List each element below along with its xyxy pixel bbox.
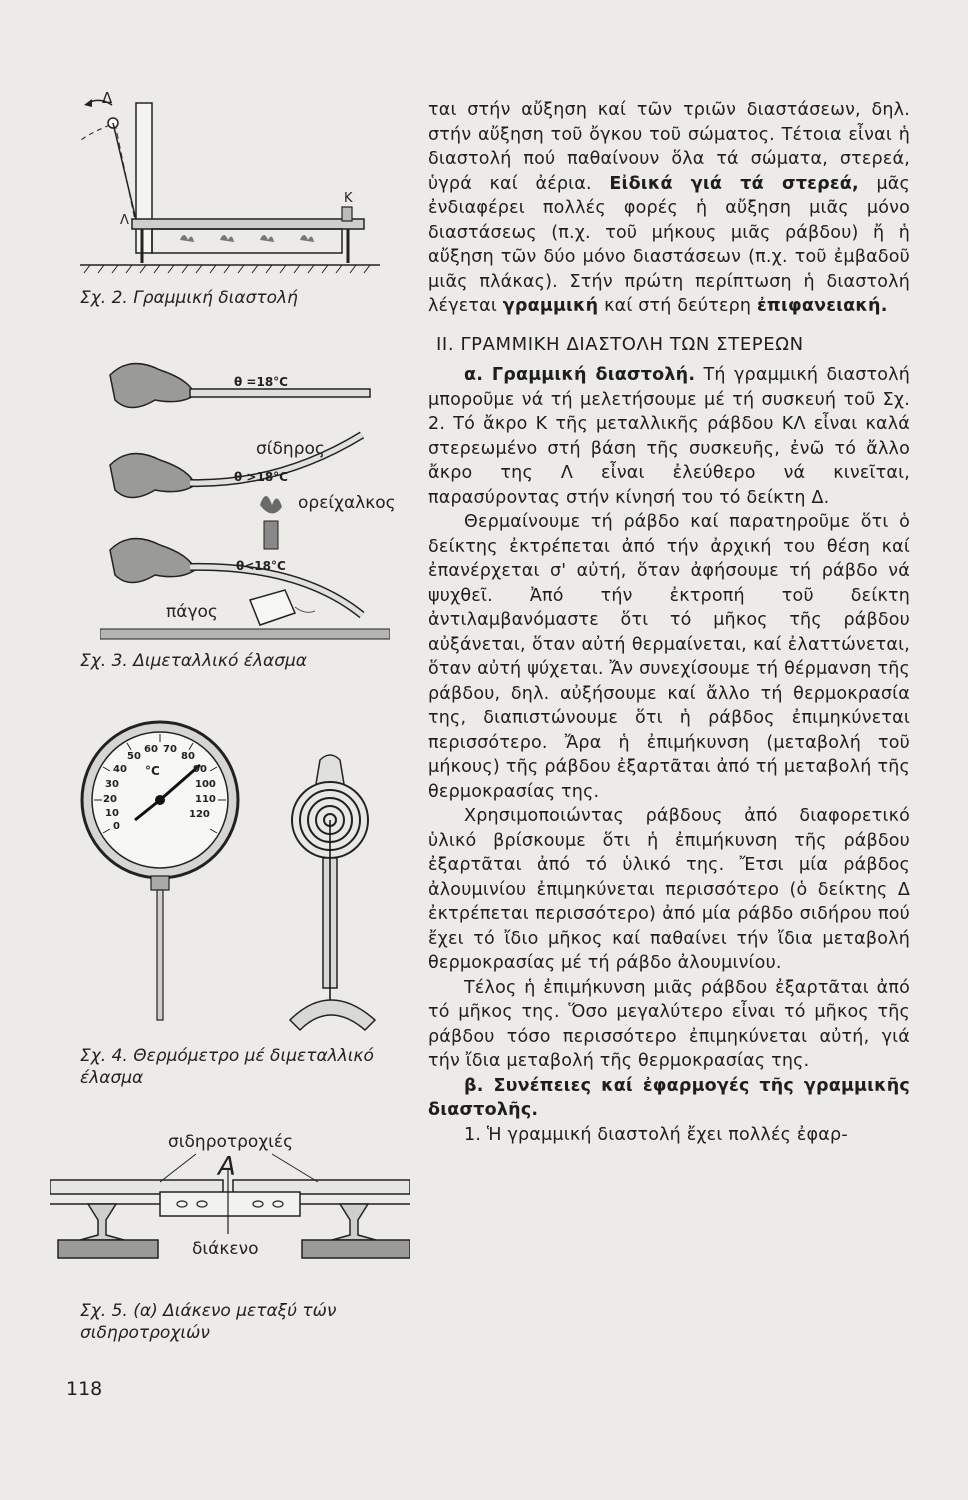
dial-value-100: 100 bbox=[195, 779, 216, 790]
label-a: Α bbox=[218, 1152, 236, 1182]
dial-value-40: 40 bbox=[113, 764, 127, 775]
label-delta: Δ bbox=[102, 89, 113, 107]
body-text-column bbox=[428, 98, 910, 1147]
paragraph-1 bbox=[428, 98, 910, 319]
paragraph-1-text-b: μᾶς ἐνδιαφέρει πολλές φορές ἡ αὔξηση μιᾶς μόνο διαστάσεως (π.χ. τοῦ μήκους μιᾶς ράβδου) ἤ ἡ αὔξηση τῶν δύο μόνο διαστάσεων (π.χ. τοῦ ἐμβαδοῦ μιᾶς πλάκας). Στήν πρώτη περίπτωση ἡ διαστολή λέγεται bbox=[428, 173, 911, 316]
dial-value-70: 70 bbox=[163, 744, 177, 755]
dial-value-20: 20 bbox=[103, 794, 117, 805]
figure-2-linear-expansion bbox=[80, 89, 380, 280]
label-gap: διάκενο bbox=[192, 1239, 259, 1259]
figure-5-caption: Σχ. 5. (α) Διάκενο μεταξύ τών σιδηροτροχιών bbox=[80, 1301, 337, 1343]
dial-value-10: 10 bbox=[105, 808, 119, 819]
label-theta-greater: θ >18°C bbox=[234, 470, 288, 484]
term-linear: γραμμική bbox=[502, 296, 599, 316]
paragraph-2-text: Τή γραμμική διαστολή μποροῦμε νά τή μελετήσουμε μέ τή συσκευή τοῦ Σχ. 2. Τό ἄκρο Κ τῆς μεταλλικῆς ράβδου ΚΛ εἶναι καλά στερεωμένο στή βάση τῆς συσκευῆς, ἐνῶ τό ἄλλο ἄκρο της Λ εἶναι ἐλεύθερο νά κινεῖται, παρασύροντας στήν κίνησή του τό δείκτη Δ. bbox=[428, 365, 911, 508]
figure-5-rail-gap bbox=[50, 1130, 410, 1290]
label-iron: σίδηρος bbox=[256, 439, 325, 459]
paragraph-7: 1. Ἡ γραμμική διαστολή ἔχει πολλές ἐφαρ- bbox=[464, 1124, 848, 1145]
section-heading: II. ΓΡΑΜΜΙΚΗ ΔΙΑΣΤΟΛΗ ΤΩΝ ΣΤΕΡΕΩΝ bbox=[436, 333, 804, 355]
paragraph-1-text-a: ται στήν αὔξηση καί τῶν τριῶν διαστάσεων, δηλ. στήν αὔξηση τοῦ ὄγκου τοῦ σώματος. Τέτοια εἶναι ἡ διαστολή πού παθαίνουν ὅλα τά σώματα, στερεά, ὑγρά καί ἀέρια. bbox=[428, 100, 910, 194]
label-brass: ορείχαλκος bbox=[298, 493, 396, 513]
paragraph-1-text-c: καί στή δεύτερη bbox=[604, 296, 752, 316]
label-k: Κ bbox=[344, 191, 353, 206]
figure-4-caption: Σχ. 4. Θερμόμετρο μέ διμεταλλικό έλασμα bbox=[80, 1046, 374, 1088]
dial-unit: °C bbox=[145, 764, 160, 778]
paragraph-1-bold-a: Εἰδικά γιά τά στερεά, bbox=[609, 173, 859, 194]
subsection-linear-expansion: α. Γραμμική διαστολή. bbox=[464, 365, 696, 385]
label-rails: σιδηροτροχιές bbox=[168, 1132, 294, 1152]
paragraph-5: Τέλος ἡ ἐπιμήκυνση μιᾶς ράβδου ἐξαρτᾶται ἀπό τό μῆκος της. Ὅσο μεγαλύτερο εἶναι τό μῆκος τῆς ράβδου τόσο περισσότερο ἐπιμηκύνεται αὐτή, γιά τήν ἴδια μεταβολή τῆς θερμοκρασίας της. bbox=[428, 977, 910, 1071]
dial-value-110: 110 bbox=[195, 794, 216, 805]
figure-4-thermometer bbox=[75, 720, 405, 1040]
dial-value-30: 30 bbox=[105, 779, 119, 790]
paragraph-2 bbox=[428, 363, 910, 510]
page-number: 118 bbox=[66, 1378, 103, 1400]
term-surface: ἐπιφανειακή. bbox=[756, 296, 888, 316]
figure-3-caption: Σχ. 3. Διμεταλλικό έλασμα bbox=[80, 651, 308, 671]
label-theta-less: θ<18°C bbox=[236, 559, 286, 573]
paragraph-4: Χρησιμοποιώντας ράβδους ἀπό διαφορετικό ὑλικό βρίσκουμε ὅτι ἡ ἐπιμήκυνση τῆς ράβδου ἐξαρτᾶται ἀπό τό ὑλικό της. Ἔτσι μία ράβδος ἀλουμινίου ἐπιμηκύνεται περισσότερο (ὁ δείκτης Δ ἐκτρέπεται περισσότερο) ἀπό μία ράβδο σιδήρου πού ἔχει τό ἴδιο μῆκος καί παθαίνει τήν ἴδια μεταβολή θερμοκρασίας μέ τή ράβδο ἀλουμινίου. bbox=[428, 806, 910, 973]
dial-value-120: 120 bbox=[189, 809, 210, 820]
dial-value-90: 90 bbox=[193, 764, 207, 775]
figure-3-bimetallic-strip bbox=[100, 345, 396, 645]
subsection-consequences: β. Συνέπειες καί ἐφαρμογές τῆς γραμμικῆς διαστολῆς. bbox=[428, 1075, 910, 1120]
dial-value-80: 80 bbox=[181, 751, 195, 762]
dial-value-0: 0 bbox=[113, 821, 120, 832]
linear-expansion-apparatus-drawing bbox=[80, 95, 380, 280]
label-lambda: Λ bbox=[120, 213, 129, 228]
label-theta-equal: θ =18°C bbox=[234, 375, 288, 389]
figure-2-caption: Σχ. 2. Γραμμική διαστολή bbox=[80, 288, 298, 308]
paragraph-3: Θερμαίνουμε τή ράβδο καί παρατηροῦμε ὅτι ὁ δείκτης ἐκτρέπεται ἀπό τήν ἀρχική του θέση καί ἐπανέρχεται σ' αὐτή, ὅταν ἀφήσουμε τή ράβδο νά ψυχθεῖ. Ἀπό τήν ἐκτροπή τοῦ δείκτη ἀντιλαμβανόμαστε ὅτι τό μῆκος τῆς ράβδου αὐξάνεται, ὅταν αὐτή θερμαίνεται, καί ἐλαττώνεται, ὅταν αὐτή ψύχεται. Ἄν συνεχίσουμε τή θέρμανση τῆς ράβδου, δηλ. αὐξήσουμε καί ἄλλο τή θερμοκρασία της, διαπιστώνουμε ὅτι ἡ ράβδος ἐπιμηκύνεται περισσότερο. Ἄρα ἡ ἐπιμήκυνση (μεταβολή τοῦ μήκους) τῆς ράβδου ἐξαρτᾶται ἀπό τή μεταβολή τῆς θερμοκρασίας της. bbox=[428, 512, 910, 802]
dial-value-50: 50 bbox=[127, 751, 141, 762]
label-ice: πάγος bbox=[166, 602, 218, 622]
dial-value-60: 60 bbox=[144, 744, 158, 755]
